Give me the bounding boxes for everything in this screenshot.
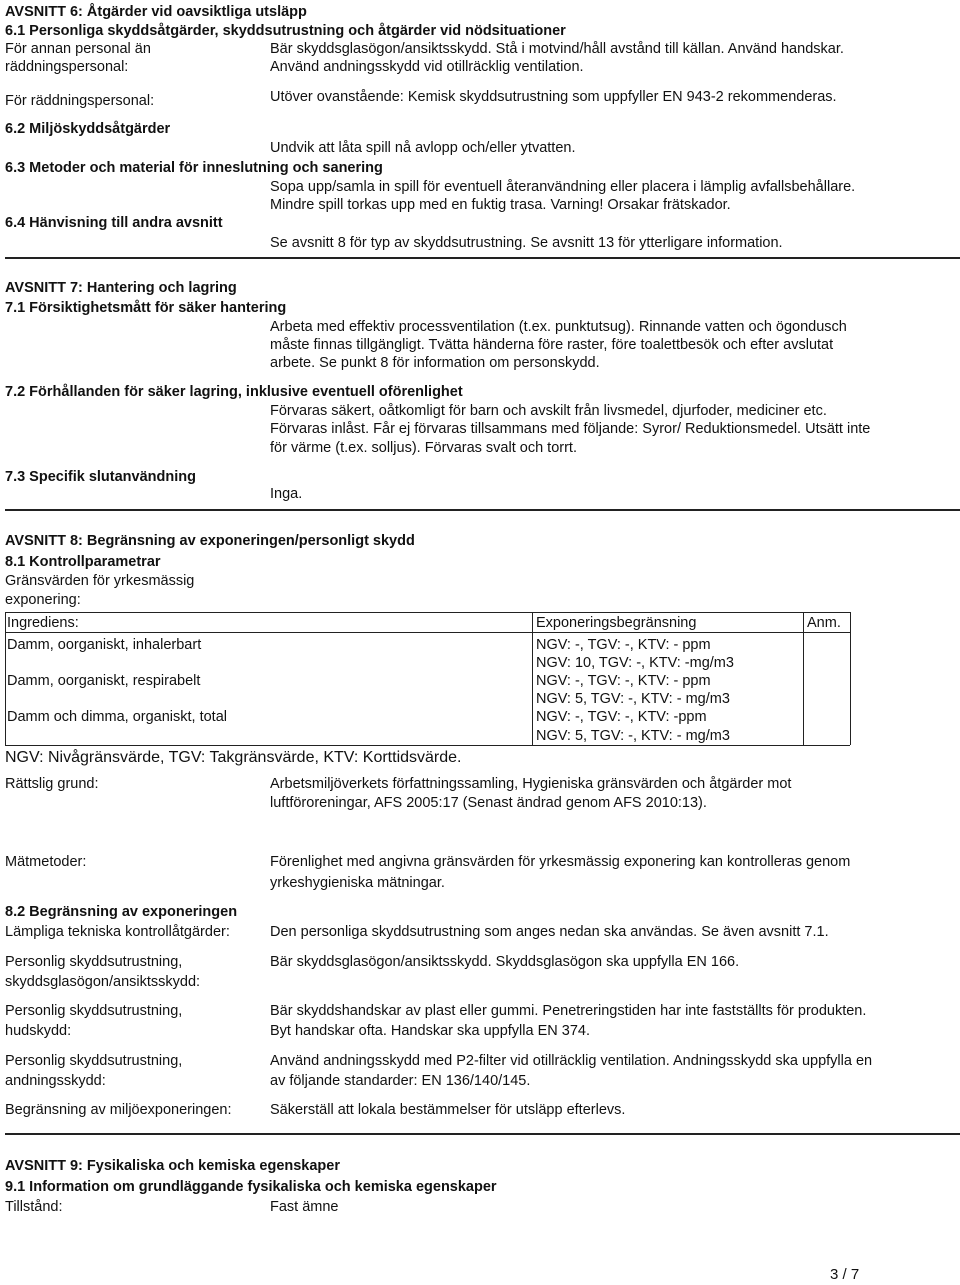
- section-divider: [5, 257, 960, 259]
- other-personnel-text-cont: Använd andningsskydd vid otillräcklig ventilation.: [270, 59, 584, 75]
- section-8-heading: AVSNITT 8: Begränsning av exponeringen/personligt skydd: [5, 533, 415, 549]
- environment-exposure-text: Säkerställ att lokala bestämmelser för utsläpp efterlevs.: [270, 1102, 626, 1118]
- cleanup-text: Sopa upp/samla in spill för eventuell återanvändning eller placera i lämplig avfallsbehållare.: [270, 179, 856, 195]
- other-personnel-label-cont: räddningspersonal:: [5, 59, 129, 75]
- section-7-heading: AVSNITT 7: Hantering och lagring: [5, 280, 237, 296]
- other-personnel-text: Bär skyddsglasögon/ansiktsskydd. Stå i motvind/håll avstånd till källan. Använd handskar.: [270, 41, 844, 57]
- technical-controls-label: Lämpliga tekniska kontrollåtgärder:: [5, 924, 230, 940]
- handling-text-cont-2: arbete. Se punkt 8 för information om personskydd.: [270, 355, 600, 371]
- table-cell-ingredient: Damm och dimma, organiskt, total: [7, 709, 227, 725]
- respiratory-protection-text-cont: av följande standarder: EN 136/140/145.: [270, 1073, 531, 1089]
- skin-protection-text: Bär skyddshandskar av plast eller gummi. Penetreringstiden har inte fastställts för produkten.: [270, 1003, 867, 1019]
- methods-label: Mätmetoder:: [5, 854, 87, 870]
- subsection-6-3-heading: 6.3 Metoder och material för inneslutning och sanering: [5, 160, 383, 176]
- table-border: [5, 612, 6, 745]
- section-6-heading: AVSNITT 6: Åtgärder vid oavsiktliga utsläpp: [5, 4, 307, 20]
- methods-text-cont: yrkeshygieniska mätningar.: [270, 875, 445, 891]
- subsection-7-1-heading: 7.1 Försiktighetsmått för säker hantering: [5, 300, 287, 316]
- table-cell-limit: NGV: -, TGV: -, KTV: - ppm: [536, 637, 711, 653]
- eye-protection-text: Bär skyddsglasögon/ansiktsskydd. Skyddsglasögon ska uppfylla EN 166.: [270, 954, 740, 970]
- environment-exposure-label: Begränsning av miljöexponeringen:: [5, 1102, 232, 1118]
- section-9-heading: AVSNITT 9: Fysikaliska och kemiska egenskaper: [5, 1158, 341, 1174]
- table-header-remark: Anm.: [807, 615, 841, 631]
- table-cell-limit: NGV: 5, TGV: -, KTV: - mg/m3: [536, 691, 730, 707]
- state-value: Fast ämne: [270, 1199, 339, 1215]
- table-header-ingredient: Ingrediens:: [7, 615, 79, 631]
- cleanup-text-cont: Mindre spill torkas upp med en fuktig trasa. Varning! Orsakar frätskador.: [270, 197, 731, 213]
- table-cell-limit: NGV: -, TGV: -, KTV: -ppm: [536, 709, 707, 725]
- subsection-8-2-heading: 8.2 Begränsning av exponeringen: [5, 904, 238, 920]
- page-number: 3 / 7: [830, 1266, 860, 1283]
- eye-protection-label-cont: skyddsglasögon/ansiktsskydd:: [5, 974, 201, 990]
- eye-protection-label: Personlig skyddsutrustning,: [5, 954, 183, 970]
- technical-controls-text: Den personliga skyddsutrustning som anges nedan ska användas. Se även avsnitt 7.1.: [270, 924, 829, 940]
- table-border: [5, 612, 850, 613]
- skin-protection-text-cont: Byt handskar ofta. Handskar ska uppfylla EN 374.: [270, 1023, 590, 1039]
- table-cell-limit: NGV: 10, TGV: -, KTV: -mg/m3: [536, 655, 734, 671]
- other-personnel-label: För annan personal än: [5, 41, 151, 57]
- section-divider: [5, 509, 960, 511]
- subsection-7-2-heading: 7.2 Förhållanden för säker lagring, inklusive eventuell oförenlighet: [5, 384, 463, 400]
- skin-protection-label-cont: hudskydd:: [5, 1023, 72, 1039]
- legal-basis-label: Rättslig grund:: [5, 776, 99, 792]
- methods-text: Förenlighet med angivna gränsvärden för yrkesmässig exponering kan kontrolleras genom: [270, 854, 851, 870]
- state-label: Tillstånd:: [5, 1199, 63, 1215]
- table-border: [5, 632, 850, 633]
- respiratory-protection-text: Använd andningsskydd med P2-filter vid otillräcklig ventilation. Andningsskydd ska uppfylla en: [270, 1053, 873, 1069]
- legal-basis-text-cont: luftföroreningar, AFS 2005:17 (Senast ändrad genom AFS 2010:13).: [270, 795, 707, 811]
- table-cell-limit: NGV: 5, TGV: -, KTV: - mg/m3: [536, 728, 730, 744]
- legal-basis-text: Arbetsmiljöverkets författningssamling, Hygieniska gränsvärden och åtgärder mot: [270, 776, 792, 792]
- handling-text: Arbeta med effektiv processventilation (t.ex. punktutsug). Rinnande vatten och ögondusch: [270, 319, 847, 335]
- table-border: [532, 612, 533, 745]
- section-divider: [5, 1133, 960, 1135]
- table-cell-ingredient: Damm, oorganiskt, respirabelt: [7, 673, 201, 689]
- respiratory-protection-label: Personlig skyddsutrustning,: [5, 1053, 183, 1069]
- storage-text-cont: Förvaras inlåst. Får ej förvaras tillsammans med följande: Syror/ Reduktionsmedel. Utsätt inte: [270, 421, 871, 437]
- table-footnote: NGV: Nivågränsvärde, TGV: Takgränsvärde, KTV: Korttidsvärde.: [5, 749, 462, 766]
- handling-text-cont: måste finnas tillgängligt. Tvätta händerna före raster, före toalettbesök och efter avslutat: [270, 337, 834, 353]
- respiratory-protection-label-cont: andningsskydd:: [5, 1073, 106, 1089]
- skin-protection-label: Personlig skyddsutrustning,: [5, 1003, 183, 1019]
- subsection-6-4-heading: 6.4 Hänvisning till andra avsnitt: [5, 215, 223, 231]
- subsection-7-3-heading: 7.3 Specifik slutanvändning: [5, 469, 196, 485]
- table-border: [850, 612, 851, 745]
- subsection-9-1-heading: 9.1 Information om grundläggande fysikaliska och kemiska egenskaper: [5, 1179, 497, 1195]
- rescue-personnel-label: För räddningspersonal:: [5, 93, 155, 109]
- table-header-limit: Exponeringsbegränsning: [536, 615, 697, 631]
- end-use-text: Inga.: [270, 486, 303, 502]
- subsection-6-2-heading: 6.2 Miljöskyddsåtgärder: [5, 121, 171, 137]
- storage-text: Förvaras säkert, oåtkomligt för barn och avskilt från livsmedel, djurfoder, mediciner etc.: [270, 403, 827, 419]
- table-cell-ingredient: Damm, oorganiskt, inhalerbart: [7, 637, 202, 653]
- storage-text-cont-2: för värme (t.ex. solljus). Förvaras svalt och torrt.: [270, 440, 577, 456]
- subsection-8-1-heading: 8.1 Kontrollparametrar: [5, 554, 161, 570]
- table-border: [5, 745, 850, 746]
- table-border: [803, 612, 804, 745]
- reference-text: Se avsnitt 8 för typ av skyddsutrustning. Se avsnitt 13 för ytterligare information.: [270, 235, 783, 251]
- limits-label-cont: exponering:: [5, 592, 81, 608]
- subsection-6-1-heading: 6.1 Personliga skyddsåtgärder, skyddsutrustning och åtgärder vid nödsituationer: [5, 23, 566, 39]
- limits-label: Gränsvärden för yrkesmässig: [5, 573, 195, 589]
- environment-text: Undvik att låta spill nå avlopp och/eller ytvatten.: [270, 140, 576, 156]
- rescue-personnel-text: Utöver ovanstående: Kemisk skyddsutrustning som uppfyller EN 943-2 rekommenderas.: [270, 89, 837, 105]
- table-cell-limit: NGV: -, TGV: -, KTV: - ppm: [536, 673, 711, 689]
